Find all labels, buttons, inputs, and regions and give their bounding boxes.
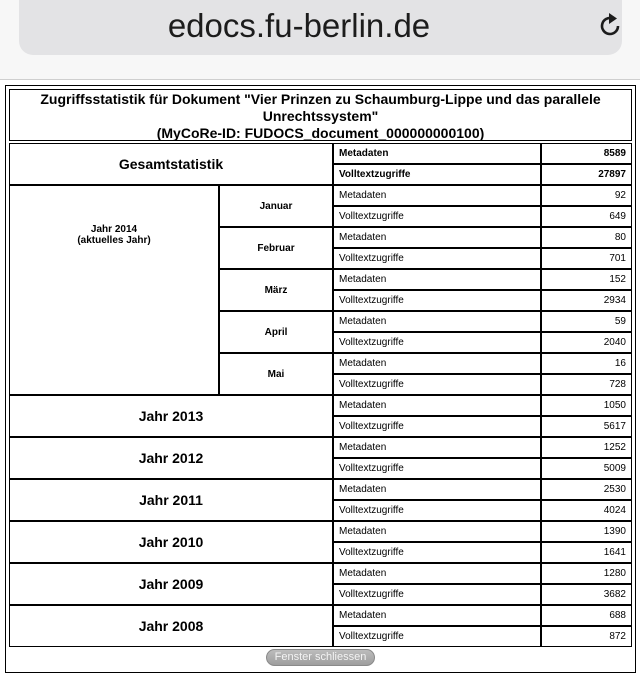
metadaten-value: 8589	[541, 143, 632, 164]
metadaten-label: Metadaten	[333, 479, 541, 500]
volltext-label: Volltextzugriffe	[333, 458, 541, 479]
url-bar[interactable]	[19, 0, 622, 55]
browser-toolbar	[0, 0, 640, 80]
volltext-label: Volltextzugriffe	[333, 584, 541, 605]
year-label: Jahr 2011	[9, 479, 333, 521]
volltext-value: 728	[541, 374, 632, 395]
title-line-1: Zugriffsstatistik für Dokument "Vier Prinzen zu Schaumburg-Lippe und das parallele	[40, 91, 601, 107]
month-label: Februar	[219, 227, 333, 269]
metadaten-label: Metadaten	[333, 437, 541, 458]
metadaten-value: 152	[541, 269, 632, 290]
metadaten-label: Metadaten	[333, 185, 541, 206]
month-label: April	[219, 311, 333, 353]
volltext-label: Volltextzugriffe	[333, 626, 541, 647]
volltext-label: Volltextzugriffe	[333, 374, 541, 395]
volltext-label: Volltextzugriffe	[333, 206, 541, 227]
volltext-label: Volltextzugriffe	[333, 500, 541, 521]
year-label: Jahr 2013	[9, 395, 333, 437]
close-window-button[interactable]: Fenster schliessen	[266, 649, 375, 666]
metadaten-label: Metadaten	[333, 269, 541, 290]
volltext-value: 701	[541, 248, 632, 269]
volltext-label: Volltextzugriffe	[333, 416, 541, 437]
title-line-3: (MyCoRe-ID: FUDOCS_document_000000000100)	[156, 125, 485, 141]
metadaten-value: 1280	[541, 563, 632, 584]
reload-icon[interactable]	[596, 12, 624, 40]
title-line-2: Unrechtssystem"	[262, 108, 379, 124]
month-label: Januar	[219, 185, 333, 227]
volltext-label: Volltextzugriffe	[333, 290, 541, 311]
url-text[interactable]: edocs.fu-berlin.de	[167, 7, 431, 44]
metadaten-label: Metadaten	[333, 563, 541, 584]
metadaten-value: 16	[541, 353, 632, 374]
volltext-value: 2934	[541, 290, 632, 311]
metadaten-label: Metadaten	[333, 605, 541, 626]
metadaten-value: 2530	[541, 479, 632, 500]
year-label: Jahr 2010	[9, 521, 333, 563]
metadaten-value: 688	[541, 605, 632, 626]
metadaten-value: 59	[541, 311, 632, 332]
volltext-label: Volltextzugriffe	[333, 248, 541, 269]
volltext-label: Volltextzugriffe	[333, 164, 541, 185]
gesamt-label: Gesamtstatistik	[9, 143, 333, 185]
volltext-label: Volltextzugriffe	[333, 542, 541, 563]
month-label: März	[219, 269, 333, 311]
volltext-value: 2040	[541, 332, 632, 353]
table-title	[9, 89, 632, 141]
year-label: Jahr 2008	[9, 605, 333, 647]
metadaten-value: 1252	[541, 437, 632, 458]
volltext-value: 649	[541, 206, 632, 227]
current-year-title: Jahr 2014	[90, 224, 138, 235]
statistics-table	[5, 85, 636, 673]
month-label: Mai	[219, 353, 333, 395]
volltext-value: 4024	[541, 500, 632, 521]
metadaten-label: Metadaten	[333, 395, 541, 416]
metadaten-value: 80	[541, 227, 632, 248]
volltext-value: 27897	[541, 164, 632, 185]
metadaten-label: Metadaten	[333, 143, 541, 164]
metadaten-label: Metadaten	[333, 521, 541, 542]
volltext-value: 5009	[541, 458, 632, 479]
year-label: Jahr 2009	[9, 563, 333, 605]
metadaten-label: Metadaten	[333, 311, 541, 332]
metadaten-value: 92	[541, 185, 632, 206]
metadaten-value: 1050	[541, 395, 632, 416]
metadaten-value: 1390	[541, 521, 632, 542]
metadaten-label: Metadaten	[333, 353, 541, 374]
volltext-value: 3682	[541, 584, 632, 605]
current-year-subtitle: (aktuelles Jahr)	[77, 235, 151, 246]
current-year-label	[9, 185, 219, 395]
volltext-value: 1641	[541, 542, 632, 563]
volltext-value: 872	[541, 626, 632, 647]
metadaten-label: Metadaten	[333, 227, 541, 248]
volltext-label: Volltextzugriffe	[333, 332, 541, 353]
year-label: Jahr 2012	[9, 437, 333, 479]
volltext-value: 5617	[541, 416, 632, 437]
